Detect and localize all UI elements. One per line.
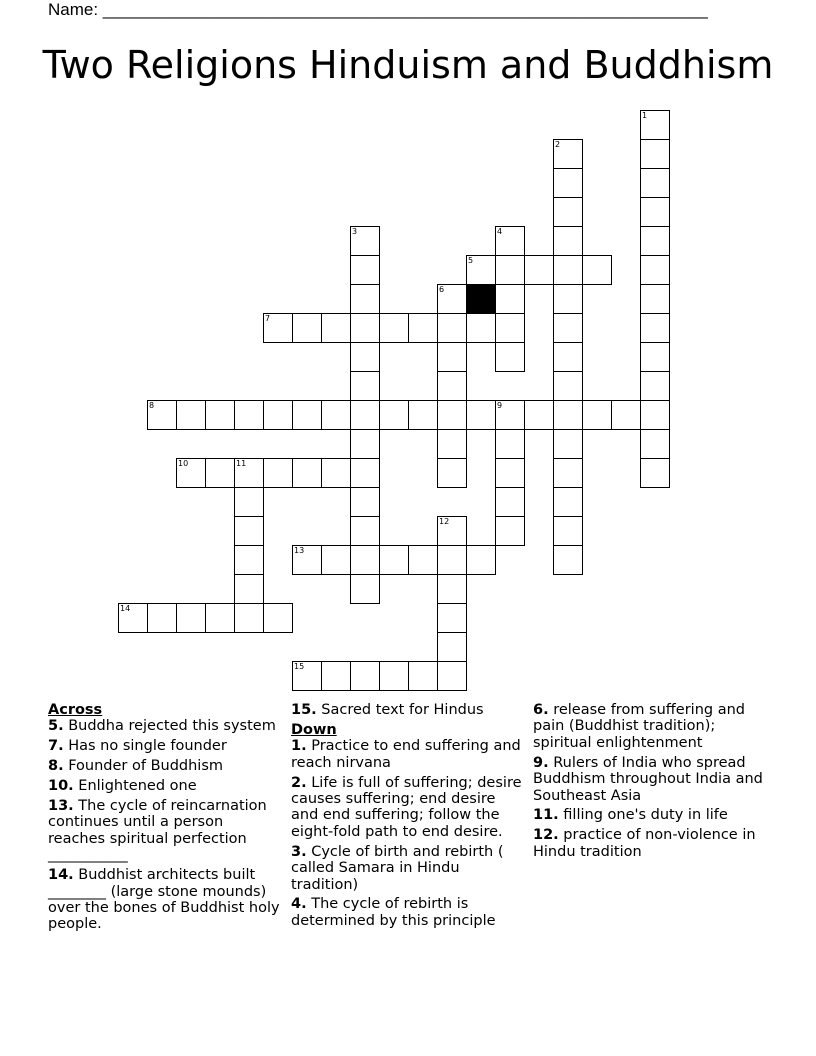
grid-cell[interactable] — [437, 516, 467, 546]
clue-item-number: 14. — [48, 867, 74, 884]
clue-section-heading: Across — [48, 702, 103, 718]
clue-item-text: Has no single founder — [63, 738, 227, 755]
grid-cell[interactable] — [408, 400, 438, 430]
grid-cell[interactable] — [176, 400, 206, 430]
grid-cell[interactable] — [292, 458, 322, 488]
grid-cell[interactable] — [553, 458, 583, 488]
grid-cell[interactable] — [553, 197, 583, 227]
clue-item-text: Buddha rejected this system — [63, 718, 276, 735]
grid-cell[interactable] — [495, 226, 525, 256]
clue-number: 6 — [439, 285, 445, 294]
grid-cell[interactable] — [553, 516, 583, 546]
grid-cell[interactable] — [234, 400, 264, 430]
clue-item-text: Sacred text for Hindus — [316, 702, 484, 718]
clue-item-number: 15. — [291, 702, 317, 718]
grid-cell[interactable] — [466, 313, 496, 343]
grid-cell[interactable] — [553, 139, 583, 169]
clue-number: 9 — [497, 401, 503, 410]
clue-item-number: 4. — [291, 896, 307, 913]
grid-cell[interactable] — [234, 516, 264, 546]
grid-cell[interactable] — [437, 429, 467, 459]
clue-item-text: Enlightened one — [73, 778, 197, 795]
grid-cell[interactable] — [640, 371, 670, 401]
clue-item-text: Cycle of birth and rebirth ( called Samara in Hindu tradition) — [291, 843, 504, 893]
grid-cell[interactable] — [524, 400, 554, 430]
grid-cell[interactable] — [350, 313, 380, 343]
grid-cell[interactable] — [466, 255, 496, 285]
clue-item — [533, 755, 768, 804]
page-title: Two Religions Hinduism and Buddhism — [42, 43, 774, 87]
clue-item — [48, 798, 283, 864]
grid-cell[interactable] — [553, 342, 583, 372]
grid-block-cell — [466, 284, 496, 314]
grid-cell[interactable] — [379, 400, 409, 430]
grid-cell[interactable] — [640, 342, 670, 372]
grid-cell[interactable] — [176, 458, 206, 488]
clue-item — [48, 867, 283, 933]
clue-item — [291, 775, 526, 841]
grid-cell[interactable] — [321, 400, 351, 430]
grid-cell[interactable] — [553, 545, 583, 575]
grid-cell[interactable] — [350, 371, 380, 401]
clue-item-number: 11. — [533, 807, 559, 824]
grid-cell[interactable] — [640, 313, 670, 343]
clue-item-text: Rulers of India who spread Buddhism throughout India and Southeast Asia — [533, 754, 763, 804]
grid-cell[interactable] — [582, 400, 612, 430]
grid-cell[interactable] — [263, 313, 293, 343]
grid-cell[interactable] — [350, 342, 380, 372]
grid-cell[interactable] — [205, 603, 235, 633]
clue-item-number: 8. — [48, 758, 64, 775]
grid-cell[interactable] — [640, 226, 670, 256]
grid-cell[interactable] — [234, 603, 264, 633]
grid-cell[interactable] — [582, 255, 612, 285]
clue-item — [291, 702, 526, 718]
grid-cell[interactable] — [437, 284, 467, 314]
grid-cell[interactable] — [350, 545, 380, 575]
grid-cell[interactable] — [379, 545, 409, 575]
clue-item — [533, 807, 768, 823]
grid-cell[interactable] — [437, 661, 467, 691]
grid-cell[interactable] — [495, 400, 525, 430]
clue-item-text: release from suffering and pain (Buddhist tradition); spiritual enlightenment — [533, 702, 745, 751]
grid-cell[interactable] — [147, 603, 177, 633]
grid-cell[interactable] — [263, 603, 293, 633]
clue-item — [291, 896, 526, 929]
clue-item-number: 7. — [48, 738, 64, 755]
grid-cell[interactable] — [379, 661, 409, 691]
grid-cell[interactable] — [524, 255, 554, 285]
clue-item-number: 6. — [533, 702, 549, 718]
grid-cell[interactable] — [408, 313, 438, 343]
clue-item-text: The cycle of rebirth is determined by this principle — [291, 896, 496, 929]
name-field: Name: ________________________________________________________________ — [48, 0, 708, 19]
grid-cell[interactable] — [350, 487, 380, 517]
grid-cell[interactable] — [321, 313, 351, 343]
clue-column-3 — [533, 702, 768, 864]
clue-number: 10 — [178, 459, 189, 468]
grid-cell[interactable] — [176, 603, 206, 633]
clue-item-text: Life is full of suffering; desire causes suffering; end desire and end suffering; follow the eight-fold path to end desire. — [291, 774, 522, 840]
grid-cell[interactable] — [321, 458, 351, 488]
grid-cell[interactable] — [640, 197, 670, 227]
grid-cell[interactable] — [350, 255, 380, 285]
grid-cell[interactable] — [350, 661, 380, 691]
grid-cell[interactable] — [350, 226, 380, 256]
clue-item-number: 2. — [291, 774, 307, 791]
clue-number: 7 — [265, 314, 271, 323]
grid-cell[interactable] — [350, 574, 380, 604]
clue-item — [533, 702, 768, 751]
grid-cell[interactable] — [553, 313, 583, 343]
grid-cell[interactable] — [118, 603, 148, 633]
grid-cell[interactable] — [437, 400, 467, 430]
clue-item-number: 1. — [291, 738, 307, 755]
clue-number: 15 — [294, 662, 305, 671]
grid-cell[interactable] — [292, 545, 322, 575]
clue-number: 13 — [294, 546, 305, 555]
grid-cell[interactable] — [234, 574, 264, 604]
grid-cell[interactable] — [466, 545, 496, 575]
grid-cell[interactable] — [350, 284, 380, 314]
grid-cell[interactable] — [553, 371, 583, 401]
clue-item-number: 3. — [291, 843, 307, 860]
clue-column-1 — [48, 702, 283, 936]
clue-item-text: Buddhist architects built ________ (large stone mounds) over the bones of Buddhist holy people. — [48, 867, 280, 933]
grid-cell[interactable] — [437, 313, 467, 343]
grid-cell[interactable] — [437, 458, 467, 488]
clue-item-number: 12. — [533, 827, 559, 844]
clue-number: 2 — [555, 140, 561, 149]
clue-item — [48, 738, 283, 754]
grid-cell[interactable] — [350, 429, 380, 459]
clue-item-text: The cycle of reincarnation continues until a person reaches spiritual perfection ___________ — [48, 798, 267, 864]
grid-cell[interactable] — [234, 545, 264, 575]
grid-cell[interactable] — [408, 661, 438, 691]
clue-item-number: 5. — [48, 718, 64, 735]
grid-cell[interactable] — [321, 545, 351, 575]
clue-item-text: filling one's duty in life — [558, 807, 728, 824]
grid-cell[interactable] — [437, 632, 467, 662]
grid-cell[interactable] — [640, 429, 670, 459]
grid-cell[interactable] — [147, 400, 177, 430]
clue-section-heading: Down — [291, 721, 337, 738]
grid-cell[interactable] — [437, 603, 467, 633]
grid-cell[interactable] — [553, 284, 583, 314]
clue-number: 1 — [642, 111, 648, 120]
grid-cell[interactable] — [495, 255, 525, 285]
grid-cell[interactable] — [437, 574, 467, 604]
grid-cell[interactable] — [437, 371, 467, 401]
grid-cell[interactable] — [205, 458, 235, 488]
grid-cell[interactable] — [640, 139, 670, 169]
clue-item — [48, 778, 283, 794]
grid-cell[interactable] — [321, 661, 351, 691]
clue-item-text: practice of non-violence in Hindu tradition — [533, 827, 756, 860]
grid-cell[interactable] — [640, 400, 670, 430]
grid-cell[interactable] — [292, 400, 322, 430]
grid-cell[interactable] — [495, 487, 525, 517]
grid-cell[interactable] — [640, 255, 670, 285]
grid-cell[interactable] — [379, 313, 409, 343]
grid-cell[interactable] — [263, 458, 293, 488]
grid-cell[interactable] — [350, 458, 380, 488]
grid-cell[interactable] — [466, 400, 496, 430]
clue-column-2 — [291, 702, 526, 933]
grid-cell[interactable] — [292, 313, 322, 343]
grid-cell[interactable] — [553, 168, 583, 198]
grid-cell[interactable] — [640, 458, 670, 488]
grid-cell[interactable] — [495, 429, 525, 459]
grid-cell[interactable] — [495, 313, 525, 343]
clue-number: 3 — [352, 227, 358, 236]
clue-number: 8 — [149, 401, 155, 410]
clue-number: 11 — [236, 459, 247, 468]
grid-cell[interactable] — [553, 429, 583, 459]
clue-item — [48, 718, 283, 734]
grid-cell[interactable] — [640, 110, 670, 140]
grid-cell[interactable] — [205, 400, 235, 430]
grid-cell[interactable] — [234, 458, 264, 488]
clue-number: 5 — [468, 256, 474, 265]
clue-number: 12 — [439, 517, 450, 526]
clue-number: 14 — [120, 604, 131, 613]
grid-cell[interactable] — [495, 516, 525, 546]
grid-cell[interactable] — [495, 284, 525, 314]
grid-cell[interactable] — [437, 545, 467, 575]
grid-cell[interactable] — [263, 400, 293, 430]
grid-cell[interactable] — [553, 226, 583, 256]
clue-item — [48, 758, 283, 774]
clue-item-number: 10. — [48, 778, 74, 795]
clue-item — [291, 844, 526, 893]
grid-cell[interactable] — [553, 255, 583, 285]
grid-cell[interactable] — [234, 487, 264, 517]
grid-cell[interactable] — [292, 661, 322, 691]
grid-cell[interactable] — [408, 545, 438, 575]
grid-cell[interactable] — [350, 516, 380, 546]
clue-item — [291, 738, 526, 771]
clue-item-text: Founder of Buddhism — [63, 758, 224, 775]
grid-cell[interactable] — [640, 284, 670, 314]
grid-cell[interactable] — [350, 400, 380, 430]
grid-cell[interactable] — [611, 400, 641, 430]
clue-item-number: 9. — [533, 754, 549, 771]
grid-cell[interactable] — [640, 168, 670, 198]
grid-cell[interactable] — [553, 400, 583, 430]
clue-number: 4 — [497, 227, 503, 236]
grid-cell[interactable] — [495, 458, 525, 488]
clue-item-number: 13. — [48, 798, 74, 815]
clue-item — [533, 827, 768, 860]
grid-cell[interactable] — [553, 487, 583, 517]
grid-cell[interactable] — [495, 342, 525, 372]
grid-cell[interactable] — [437, 342, 467, 372]
clue-item-text: Practice to end suffering and reach nirvana — [291, 738, 521, 771]
